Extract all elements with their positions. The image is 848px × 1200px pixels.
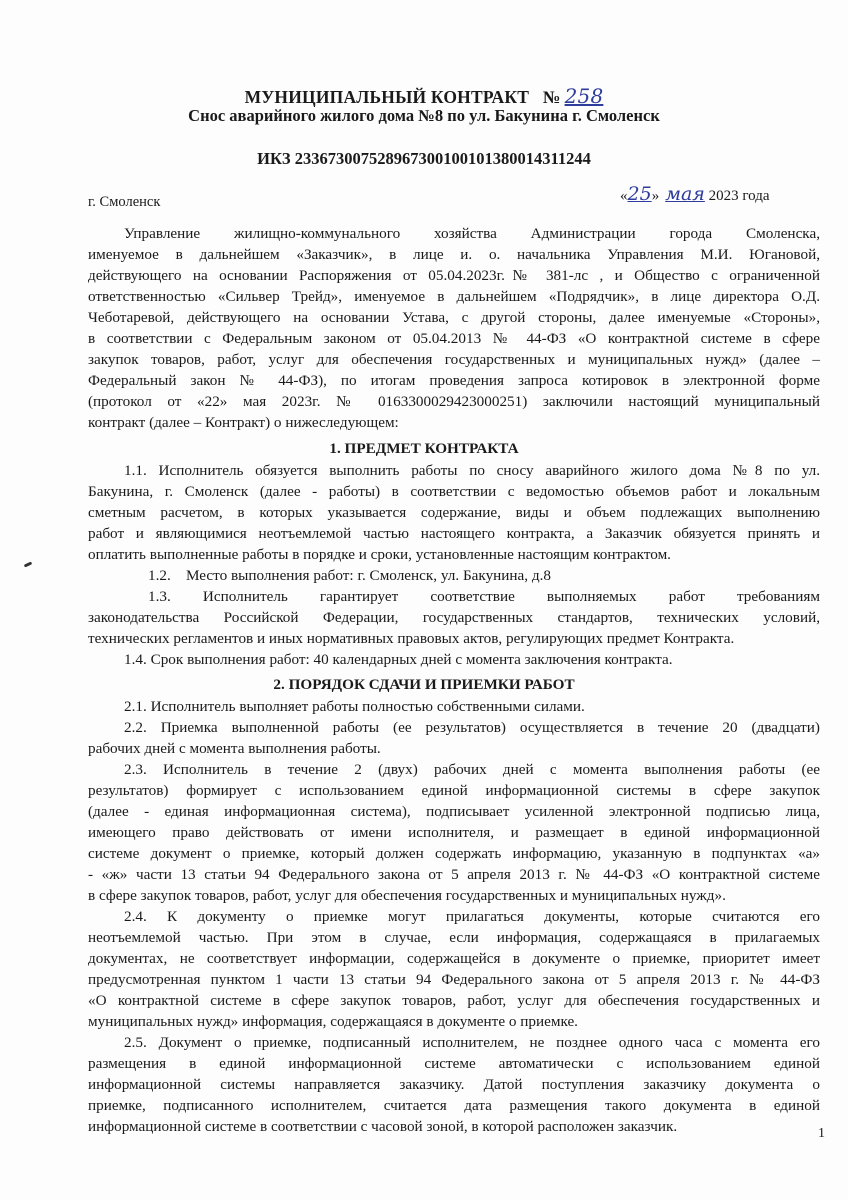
preamble-line: Управление жилищно-коммунального хозяйства Администрации города Смоленска, [124, 225, 820, 242]
clause-1-2: 1.2. Место выполнения работ: г. Смоленск, ул. Бакунина, д.8 [148, 567, 552, 584]
clause-2-4-line: документах, не соответствует информации, содержащейся в документе о приемке, приоритет имеет [88, 950, 820, 967]
clause-2-2-line: рабочих дней с момента выполнения работы. [88, 740, 381, 757]
clause-1-4: 1.4. Срок выполнения работ: 40 календарных дней с момента заключения контракта. [124, 651, 673, 668]
preamble-line: (протокол от «22» мая 2023г. № 0163300029423000251) заключили настоящий муниципальный [88, 393, 820, 410]
preamble-line: Федеральный закон № 44-ФЗ), по итогам проведения запроса котировок в электронной форме [88, 372, 820, 389]
clause-2-4-line: муниципальных нужд» информация, содержащаяся в документе о приемке. [88, 1013, 578, 1030]
contract-title-text: МУНИЦИПАЛЬНЫЙ КОНТРАКТ № [244, 87, 561, 107]
preamble-line: ответственностью «Сильвер Трейд», именуемое в дальнейшем «Подрядчик», в лице директора О.Д. [88, 288, 820, 305]
quote-close: » [651, 188, 660, 204]
handwritten-month: мая [665, 183, 705, 205]
clause-1-1-line: работ и являющимися неотъемлемой частью настоящего контракта, а Заказчик обязуется принять и [88, 525, 820, 542]
clause-1-1-line: оплатить выполненные работы в порядке и сроки, установленные настоящим контрактом. [88, 546, 671, 563]
section-2-heading: 2. ПОРЯДОК СДАЧИ И ПРИЕМКИ РАБОТ [273, 676, 575, 693]
handwritten-day: 25 [627, 183, 652, 205]
clause-2-5-line: 2.5. Документ о приемке, подписанный исполнителем, не позднее одного часа с момента его [124, 1034, 820, 1051]
city-label: г. Смоленск [88, 194, 161, 210]
year-text: 2023 года [708, 188, 770, 204]
clause-1-1-line: 1.1. Исполнитель обязуется выполнить работы по сносу аварийного жилого дома №8 по ул. [124, 462, 820, 479]
preamble-line: в соответствии с Федеральным законом от 05.04.2013 № 44-ФЗ «О контрактной системе в сфере [88, 330, 820, 347]
clause-2-3-line: - «ж» части 13 статьи 94 Федерального закона от 5 апреля 2013 г. № 44-ФЗ «О контрактной системе [88, 866, 820, 883]
contract-date [620, 183, 770, 205]
contract-subtitle: Снос аварийного жилого дома №8 по ул. Бакунина г. Смоленск [188, 106, 660, 125]
clause-2-5-line: приемке, подписанного исполнителем, считается дата размещения такого документа в единой [88, 1097, 820, 1114]
handwritten-contract-number: 258 [564, 84, 604, 108]
clause-1-3-line: 1.3. Исполнитель гарантирует соответствие выполняемых работ требованиям [148, 588, 820, 605]
clause-2-4-line: предусмотренная пунктом 1 части 13 статьи 94 Федерального закона от 5 апреля 2013 г. № 44-ФЗ [88, 971, 820, 988]
clause-2-3-line: в сфере закупок товаров, работ, услуг для обеспечения государственных и муниципальных нужд». [88, 887, 726, 904]
preamble-line: именуемое в дальнейшем «Заказчик», в лице и. о. начальника Управления М.И. Югановой, [88, 246, 820, 263]
clause-2-5-line: информационной системе в соответствии с часовой зоной, в которой расположен заказчик. [88, 1118, 678, 1135]
clause-2-3-line: результатов) формирует с использованием единой информационной системы в сфере закупок [88, 782, 820, 799]
preamble-line: действующего на основании Распоряжения от 05.04.2023г.№ 381-лс , и Общество с ограниченной [88, 267, 820, 284]
clause-2-4-line: неотъемлемой частью. При этом в случае, если информация, содержащаяся в прилагаемых [88, 929, 820, 946]
clause-2-3-line: 2.3. Исполнитель в течение 2 (двух) рабочих дней с момента выполнения работы (ее [124, 761, 820, 778]
clause-2-5-line: информационной системы направляется заказчику. Датой поступления заказчику документа о [88, 1076, 820, 1093]
clause-2-3-line: имеющего право действовать от имени исполнителя, и размещает в единой информационной [88, 824, 820, 841]
clause-1-3-line: законодательства Российской Федерации, государственных стандартов, технических условий, [88, 609, 820, 626]
page-number: 1 [818, 1126, 825, 1141]
preamble-line: Чеботаревой, действующего на основании Устава, с другой стороны, далее именуемые «Стороны», [88, 309, 820, 326]
clause-2-2-line: 2.2. Приемка выполненной работы (ее результатов) осуществляется в течение 20 (двадцати) [124, 719, 820, 736]
section-1-heading: 1. ПРЕДМЕТ КОНТРАКТА [329, 440, 519, 457]
clause-2-5-line: размещения в единой информационной системе автоматически с использованием единой [88, 1055, 820, 1072]
ikz-code: ИКЗ 233673007528967300100101380014311244 [257, 149, 591, 168]
clause-2-4-line: «О контрактной системе в сфере закупок товаров, работ, услуг для обеспечения государственных и [88, 992, 820, 1009]
preamble-line: закупок товаров, работ, услуг для обеспечения государственных и муниципальных нужд» (далее – [88, 351, 820, 368]
scan-mark [24, 561, 33, 567]
clause-1-1-line: Бакунина, г. Смоленск (далее - работы) в соответствии с ведомостью объемов работ и локальным [88, 483, 820, 500]
clause-2-3-line: системе документ о приемке, который должен содержать информацию, указанную в подпунктах «а» [88, 845, 820, 862]
clause-1-3-line: технических регламентов и иных нормативных правовых актов, регулирующих предмет Контракта. [88, 630, 735, 647]
clause-2-3-line: (далее - единая информационная система), подписывает усиленной электронной подписью лица, [88, 803, 820, 820]
clause-1-1-line: сметным расчетом, в которых указывается содержание, виды и объем подлежащих выполнению [88, 504, 820, 521]
contract-title [0, 84, 848, 108]
preamble-line: контракт (далее – Контракт) о нижеследующем: [88, 414, 399, 431]
quote-open: « [620, 188, 628, 204]
clause-2-4-line: 2.4. К документу о приемке могут прилагаться документы, которые считаются его [124, 908, 820, 925]
clause-2-1: 2.1. Исполнитель выполняет работы полностью собственными силами. [124, 698, 585, 715]
